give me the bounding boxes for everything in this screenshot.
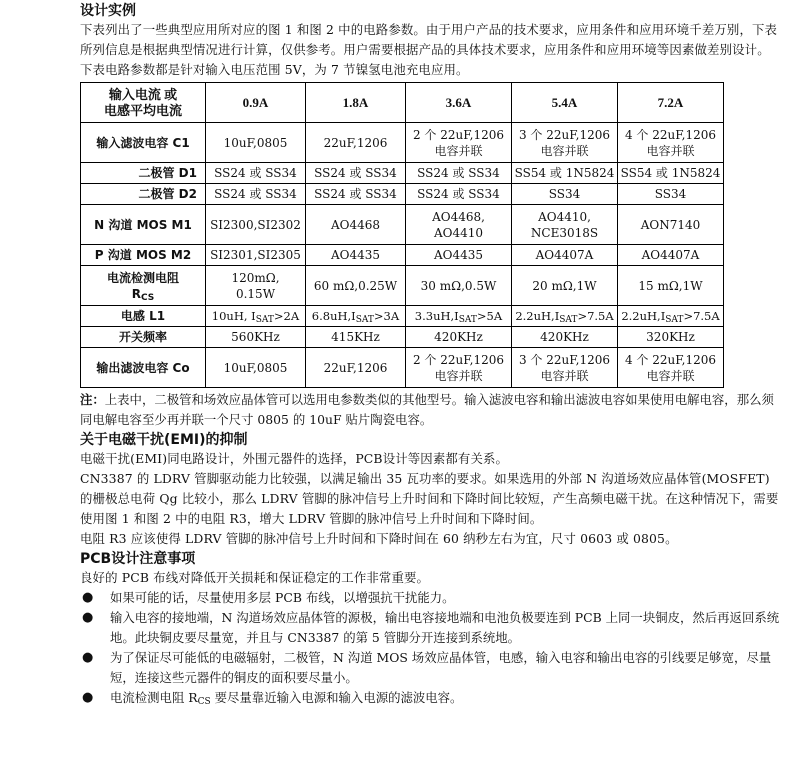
pcb-guideline-list bbox=[80, 588, 780, 708]
table-cell: 420KHz bbox=[406, 327, 512, 348]
table-row-input-capacitor bbox=[81, 123, 724, 163]
list-item: ● 电流检测电阻 $R_{CS}$ 要尽量靠近输入电源和输入电源的滤波电容。 bbox=[82, 690, 463, 707]
document-page bbox=[80, 0, 780, 708]
table-cell: 3 个 22uF,1206 电容并联 bbox=[512, 123, 618, 163]
table-cell: AO4410, NCE3018S bbox=[512, 205, 618, 245]
table-cell: AO4407A bbox=[618, 245, 724, 266]
header-column: 5.4A bbox=[512, 83, 618, 123]
bullet-icon: ● bbox=[82, 610, 94, 625]
table-cell: 320KHz bbox=[618, 327, 724, 348]
row-label: 开关频率 bbox=[81, 327, 206, 348]
table-header-row bbox=[81, 83, 724, 123]
bullet-icon: ● bbox=[82, 690, 94, 705]
table-cell: 120mΩ, 0.15W bbox=[206, 266, 306, 306]
table-row-nmos bbox=[81, 205, 724, 245]
table-cell: $6.8uH,I_{SAT}>3A$ bbox=[306, 306, 406, 327]
table-cell: 2 个 22uF,1206 电容并联 bbox=[406, 123, 512, 163]
emi-paragraph-1: 电磁干扰(EMI)同电路设计，外围元器件的选择，PCB设计等因素都有关系。 bbox=[80, 451, 509, 466]
table-row-pmos bbox=[81, 245, 724, 266]
table-cell: 2 个 22uF,1206 电容并联 bbox=[406, 348, 512, 388]
header-current-label: 输入电流 或 电感平均电流 bbox=[81, 83, 206, 123]
emi-paragraph-3: 电阻 R3 应该使得 LDRV 管脚的脉冲信号上升时间和下降时间在 60 纳秒左右为宜，尺寸 0603 或 0805。 bbox=[80, 531, 678, 546]
table-cell: 10uH, $I_{SAT}>2A$ bbox=[206, 306, 306, 327]
circuit-parameter-table bbox=[80, 82, 724, 388]
row-label: 二极管 D1 bbox=[81, 163, 206, 184]
table-cell: 22uF,1206 bbox=[306, 348, 406, 388]
table-caption: 下表电路参数都是针对输入电压范围 5V，为 7 节镍氢电池充电应用。 bbox=[80, 62, 469, 77]
row-label: P 沟道 MOS M2 bbox=[81, 245, 206, 266]
row-label: N 沟道 MOS M1 bbox=[81, 205, 206, 245]
table-cell: SI2300,SI2302 bbox=[206, 205, 306, 245]
header-column: 0.9A bbox=[206, 83, 306, 123]
table-cell: SI2301,SI2305 bbox=[206, 245, 306, 266]
table-row-diode-d1 bbox=[81, 163, 724, 184]
table-cell: SS24 或 SS34 bbox=[406, 163, 512, 184]
table-cell: 415KHz bbox=[306, 327, 406, 348]
table-row-frequency bbox=[81, 327, 724, 348]
table-cell: 4 个 22uF,1206 电容并联 bbox=[618, 348, 724, 388]
table-cell: AO4435 bbox=[406, 245, 512, 266]
table-cell: SS24 或 SS34 bbox=[406, 184, 512, 205]
table-cell: SS24 或 SS34 bbox=[306, 184, 406, 205]
table-cell: $3.3uH,I_{SAT}>5A$ bbox=[406, 306, 512, 327]
row-label: 输入滤波电容 C1 bbox=[81, 123, 206, 163]
table-cell: 20 mΩ,1W bbox=[512, 266, 618, 306]
table-cell: 30 mΩ,0.5W bbox=[406, 266, 512, 306]
table-cell: $2.2uH,I_{SAT}>7.5A$ bbox=[512, 306, 618, 327]
table-cell: 3 个 22uF,1206 电容并联 bbox=[512, 348, 618, 388]
list-item: ● 为了保证尽可能低的电磁辐射，二极管，N 沟道 MOS 场效应晶体管，电感，输入电容和输出电容的引线要足够宽，尽量短，连接这些元器件的铜皮的面积要尽量小。 bbox=[82, 650, 772, 685]
table-cell: AON7140 bbox=[618, 205, 724, 245]
table-cell: 22uF,1206 bbox=[306, 123, 406, 163]
table-cell: AO4468, AO4410 bbox=[406, 205, 512, 245]
table-cell: 10uF,0805 bbox=[206, 123, 306, 163]
table-cell: SS34 bbox=[512, 184, 618, 205]
header-column: 3.6A bbox=[406, 83, 512, 123]
table-cell: AO4468 bbox=[306, 205, 406, 245]
row-label: 二极管 D2 bbox=[81, 184, 206, 205]
row-label: 电流检测电阻 $R_{CS}$ bbox=[81, 266, 206, 306]
header-column: 1.8A bbox=[306, 83, 406, 123]
table-cell: 560KHz bbox=[206, 327, 306, 348]
table-cell: SS34 bbox=[618, 184, 724, 205]
list-item: ● 输入电容的接地端，N 沟道场效应晶体管的源极，输出电容接地端和电池负极要连到 PCB 上同一块铜皮，然后再返回系统地。此块铜皮要尽量宽，并且与 CN3387 的第 5 管脚分开连接到系统地。 bbox=[82, 610, 780, 645]
bullet-icon: ● bbox=[82, 590, 94, 605]
table-note: 注：上表中，二极管和场效应晶体管可以选用电参数类似的其他型号。输入滤波电容和输出滤波电容如果使用电解电容，那么须同电解电容至少再并联一个尺寸 0805 的 10uF 贴片陶瓷电容。 bbox=[80, 392, 774, 427]
table-cell: SS24 或 SS34 bbox=[206, 184, 306, 205]
table-cell: 10uF,0805 bbox=[206, 348, 306, 388]
table-cell: AO4407A bbox=[512, 245, 618, 266]
table-cell: AO4435 bbox=[306, 245, 406, 266]
header-column: 7.2A bbox=[618, 83, 724, 123]
pcb-heading: PCB设计注意事项 bbox=[80, 551, 196, 567]
table-row-diode-d2 bbox=[81, 184, 724, 205]
pcb-intro: 良好的 PCB 布线对降低开关损耗和保证稳定的工作非常重要。 bbox=[80, 570, 430, 585]
bullet-icon: ● bbox=[82, 650, 94, 665]
row-label: 输出滤波电容 Co bbox=[81, 348, 206, 388]
table-cell: SS24 或 SS34 bbox=[306, 163, 406, 184]
table-cell: 420KHz bbox=[512, 327, 618, 348]
table-cell: SS54 或 1N5824 bbox=[618, 163, 724, 184]
table-cell: SS54 或 1N5824 bbox=[512, 163, 618, 184]
table-row-output-capacitor bbox=[81, 348, 724, 388]
table-cell: SS24 或 SS34 bbox=[206, 163, 306, 184]
emi-heading: 关于电磁干扰(EMI)的抑制 bbox=[80, 432, 248, 448]
design-intro-paragraph: 下表列出了一些典型应用所对应的图 1 和图 2 中的电路参数。由于用户产品的技术要求，应用条件和应用环境千差万别，下表所列信息是根据典型情况进行计算，仅供参考。用户需要根据产品的具体技术要求，应用条件和应用环境等因素做差别设计。 bbox=[80, 22, 778, 57]
table-cell: $2.2uH,I_{SAT}>7.5A$ bbox=[618, 306, 724, 327]
row-label: 电感 L1 bbox=[81, 306, 206, 327]
table-row-sense-resistor bbox=[81, 266, 724, 306]
table-cell: 60 mΩ,0.25W bbox=[306, 266, 406, 306]
emi-paragraph-2: CN3387 的 LDRV 管脚驱动能力比较强，以满足输出 35 瓦功率的要求。如果选用的外部 N 沟道场效应晶体管(MOSFET)的栅极总电荷 Qg 比较小，那么 LDRV 管脚的脉冲信号上升时间和下降时间比较短，产生高频电磁干扰。在这种情况下，需要使用图 1 和图 2 中的电阻 R3，增大 LDRV 管脚的脉冲信号上升时间和下降时间。 bbox=[80, 471, 779, 526]
table-cell: 15 mΩ,1W bbox=[618, 266, 724, 306]
list-item: ● 如果可能的话，尽量使用多层 PCB 布线，以增强抗干扰能力。 bbox=[80, 588, 780, 608]
table-row-inductor bbox=[81, 306, 724, 327]
table-cell: 4 个 22uF,1206 电容并联 bbox=[618, 123, 724, 163]
design-example-heading: 设计实例 bbox=[80, 3, 136, 19]
